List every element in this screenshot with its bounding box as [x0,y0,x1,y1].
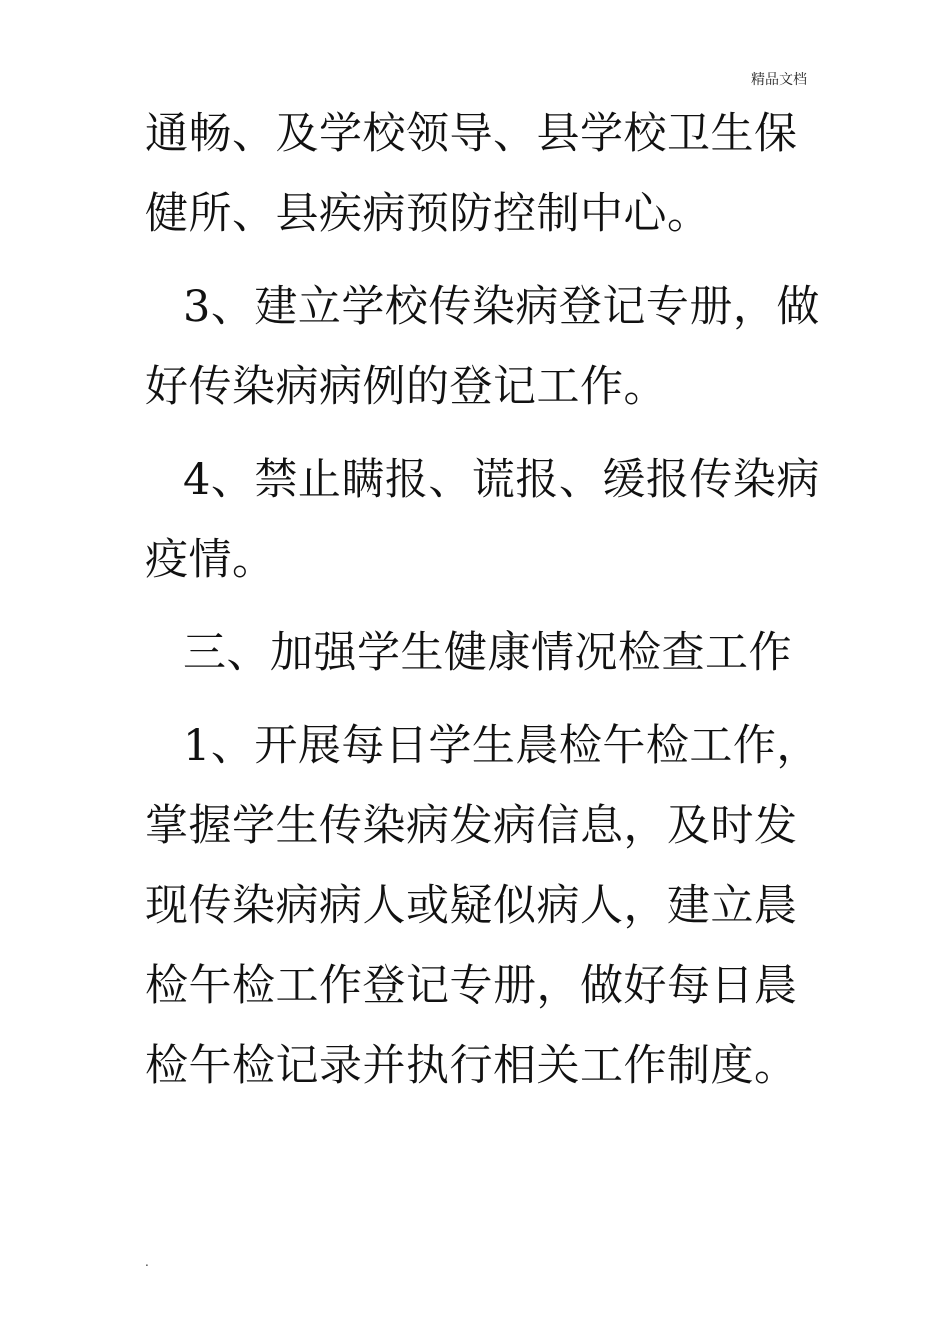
text-line: 检午检记录并执行相关工作制度。 [145,1041,798,1091]
text-line: 现传染病病人或疑似病人，建立晨 [145,881,798,931]
paragraph-item-1 [145,706,820,1106]
text-line: 疫情。 [145,535,276,585]
paragraph-continuation [145,94,811,254]
heading-text: 三、加强学生健康情况检查工作 [183,628,792,678]
footer-mark: . [145,1255,149,1269]
paragraph-item-3 [145,267,820,427]
text-line: 检午检工作登记专册，做好每日晨 [145,961,798,1011]
text-line: 掌握学生传染病发病信息，及时发 [145,801,798,851]
text-line: 通畅、及学校领导、县学校卫生保 [145,109,798,159]
text-line: 3、建立学校传染病登记专册，做 [183,282,820,332]
paragraph-item-4 [145,440,820,600]
watermark-label: 精品文档 [751,72,807,88]
document-body [145,94,820,1106]
text-line: 健所、县疾病预防控制中心。 [145,189,711,239]
text-line: 4、禁止瞒报、谎报、缓报传染病 [183,455,820,505]
section-heading [145,613,811,693]
text-line: 好传染病病例的登记工作。 [145,362,667,412]
text-line: 1、开展每日学生晨检午检工作， [183,721,820,771]
